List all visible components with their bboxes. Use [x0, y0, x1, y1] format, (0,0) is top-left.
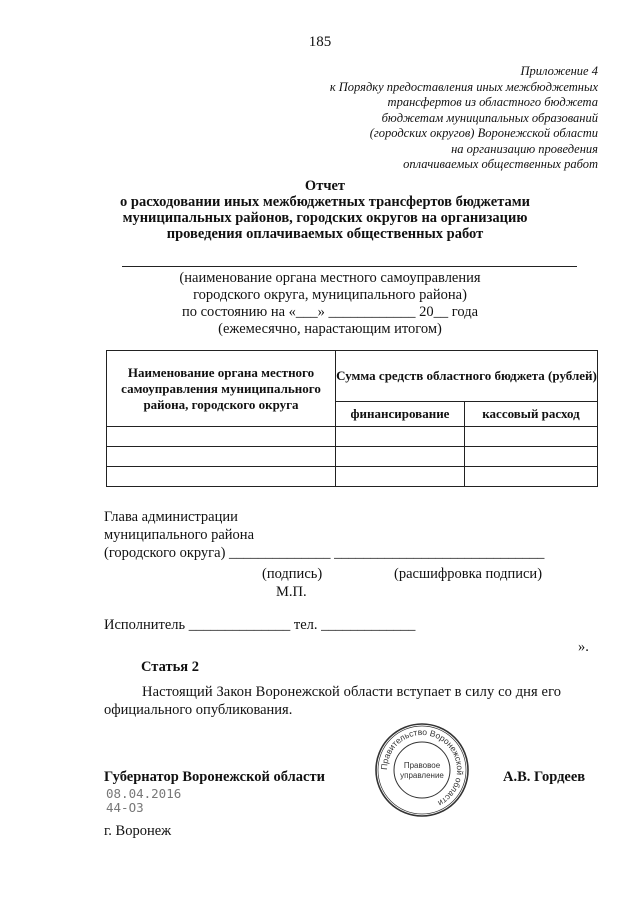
appendix-header — [330, 64, 598, 173]
decode-caption: (расшифровка подписи) — [394, 566, 543, 582]
title-line: проведения оплачиваемых общественных работ — [166, 226, 484, 242]
sig-caption: (подпись) — [262, 566, 323, 582]
official-stamp — [372, 720, 472, 820]
stamp-ring-text: Правительство Воронежской области — [378, 726, 466, 809]
table-row — [107, 447, 598, 467]
report-subtitle — [100, 270, 560, 338]
page-number: 185 — [308, 34, 332, 50]
signature-block — [104, 508, 544, 562]
governor-name: А.В. Гордеев — [503, 769, 586, 785]
appendix-line: бюджетам муниципальных образований — [381, 110, 598, 125]
appendix-line: к Порядку предоставления иных межбюджетных — [329, 79, 598, 94]
city: г. Воронеж — [104, 823, 172, 839]
executor-line: Исполнитель ______________ тел. _____________ — [104, 617, 416, 633]
subtitle-line: по состоянию на «___» ____________ 20__ года — [181, 304, 479, 320]
stamp-center-text: Правовое — [403, 761, 441, 770]
seal-place: М.П. — [276, 584, 307, 600]
law-number: 44-ОЗ — [106, 800, 144, 815]
article-text — [104, 683, 598, 719]
report-table — [106, 350, 598, 487]
col-header-cash-expense: кассовый расход — [465, 402, 598, 427]
org-name-blank-line — [122, 266, 577, 267]
appendix-line: трансфертов из областного бюджета — [387, 95, 598, 109]
appendix-line: оплачиваемых общественных работ — [403, 157, 598, 171]
appendix-line: на организацию проведения — [451, 141, 598, 156]
title-line: о расходовании иных межбюджетных трансфертов бюджетами — [120, 194, 530, 210]
col-header-financing: финансирование — [336, 402, 465, 427]
article-text-line: Настоящий Закон Воронежской области вступает в силу со дня его — [142, 684, 562, 700]
appendix-line: Приложение 4 — [520, 64, 598, 78]
sig-line: Глава администрации — [104, 509, 238, 525]
title-line: муниципальных районов, городских округов на организацию — [122, 210, 528, 226]
subtitle-line: городского округа, муниципального района) — [193, 287, 467, 303]
law-date: 08.04.2016 — [106, 786, 182, 801]
article-heading: Статья 2 — [141, 659, 199, 675]
col-header-org: Наименование органа местного самоуправления муниципального района, городского округа — [107, 351, 336, 427]
table-row — [107, 427, 598, 447]
appendix-line: (городских округов) Воронежской области — [369, 126, 598, 140]
governor-title: Губернатор Воронежской области — [104, 769, 325, 785]
col-header-sum: Сумма средств областного бюджета (рублей) — [336, 351, 598, 402]
stamp-center-text: управление — [400, 771, 444, 780]
article-text-line: официального опубликования. — [104, 702, 293, 718]
table-row — [107, 467, 598, 487]
subtitle-line: (ежемесячно, нарастающим итогом) — [218, 321, 442, 337]
title-line: Отчет — [304, 178, 346, 194]
report-title — [90, 178, 560, 242]
closing-quote: ». — [578, 639, 589, 655]
subtitle-line: (наименование органа местного самоуправления — [179, 270, 481, 286]
sig-line: муниципального района — [104, 527, 254, 543]
sig-line: (городского округа) ______________ _____________________________ — [104, 545, 545, 561]
